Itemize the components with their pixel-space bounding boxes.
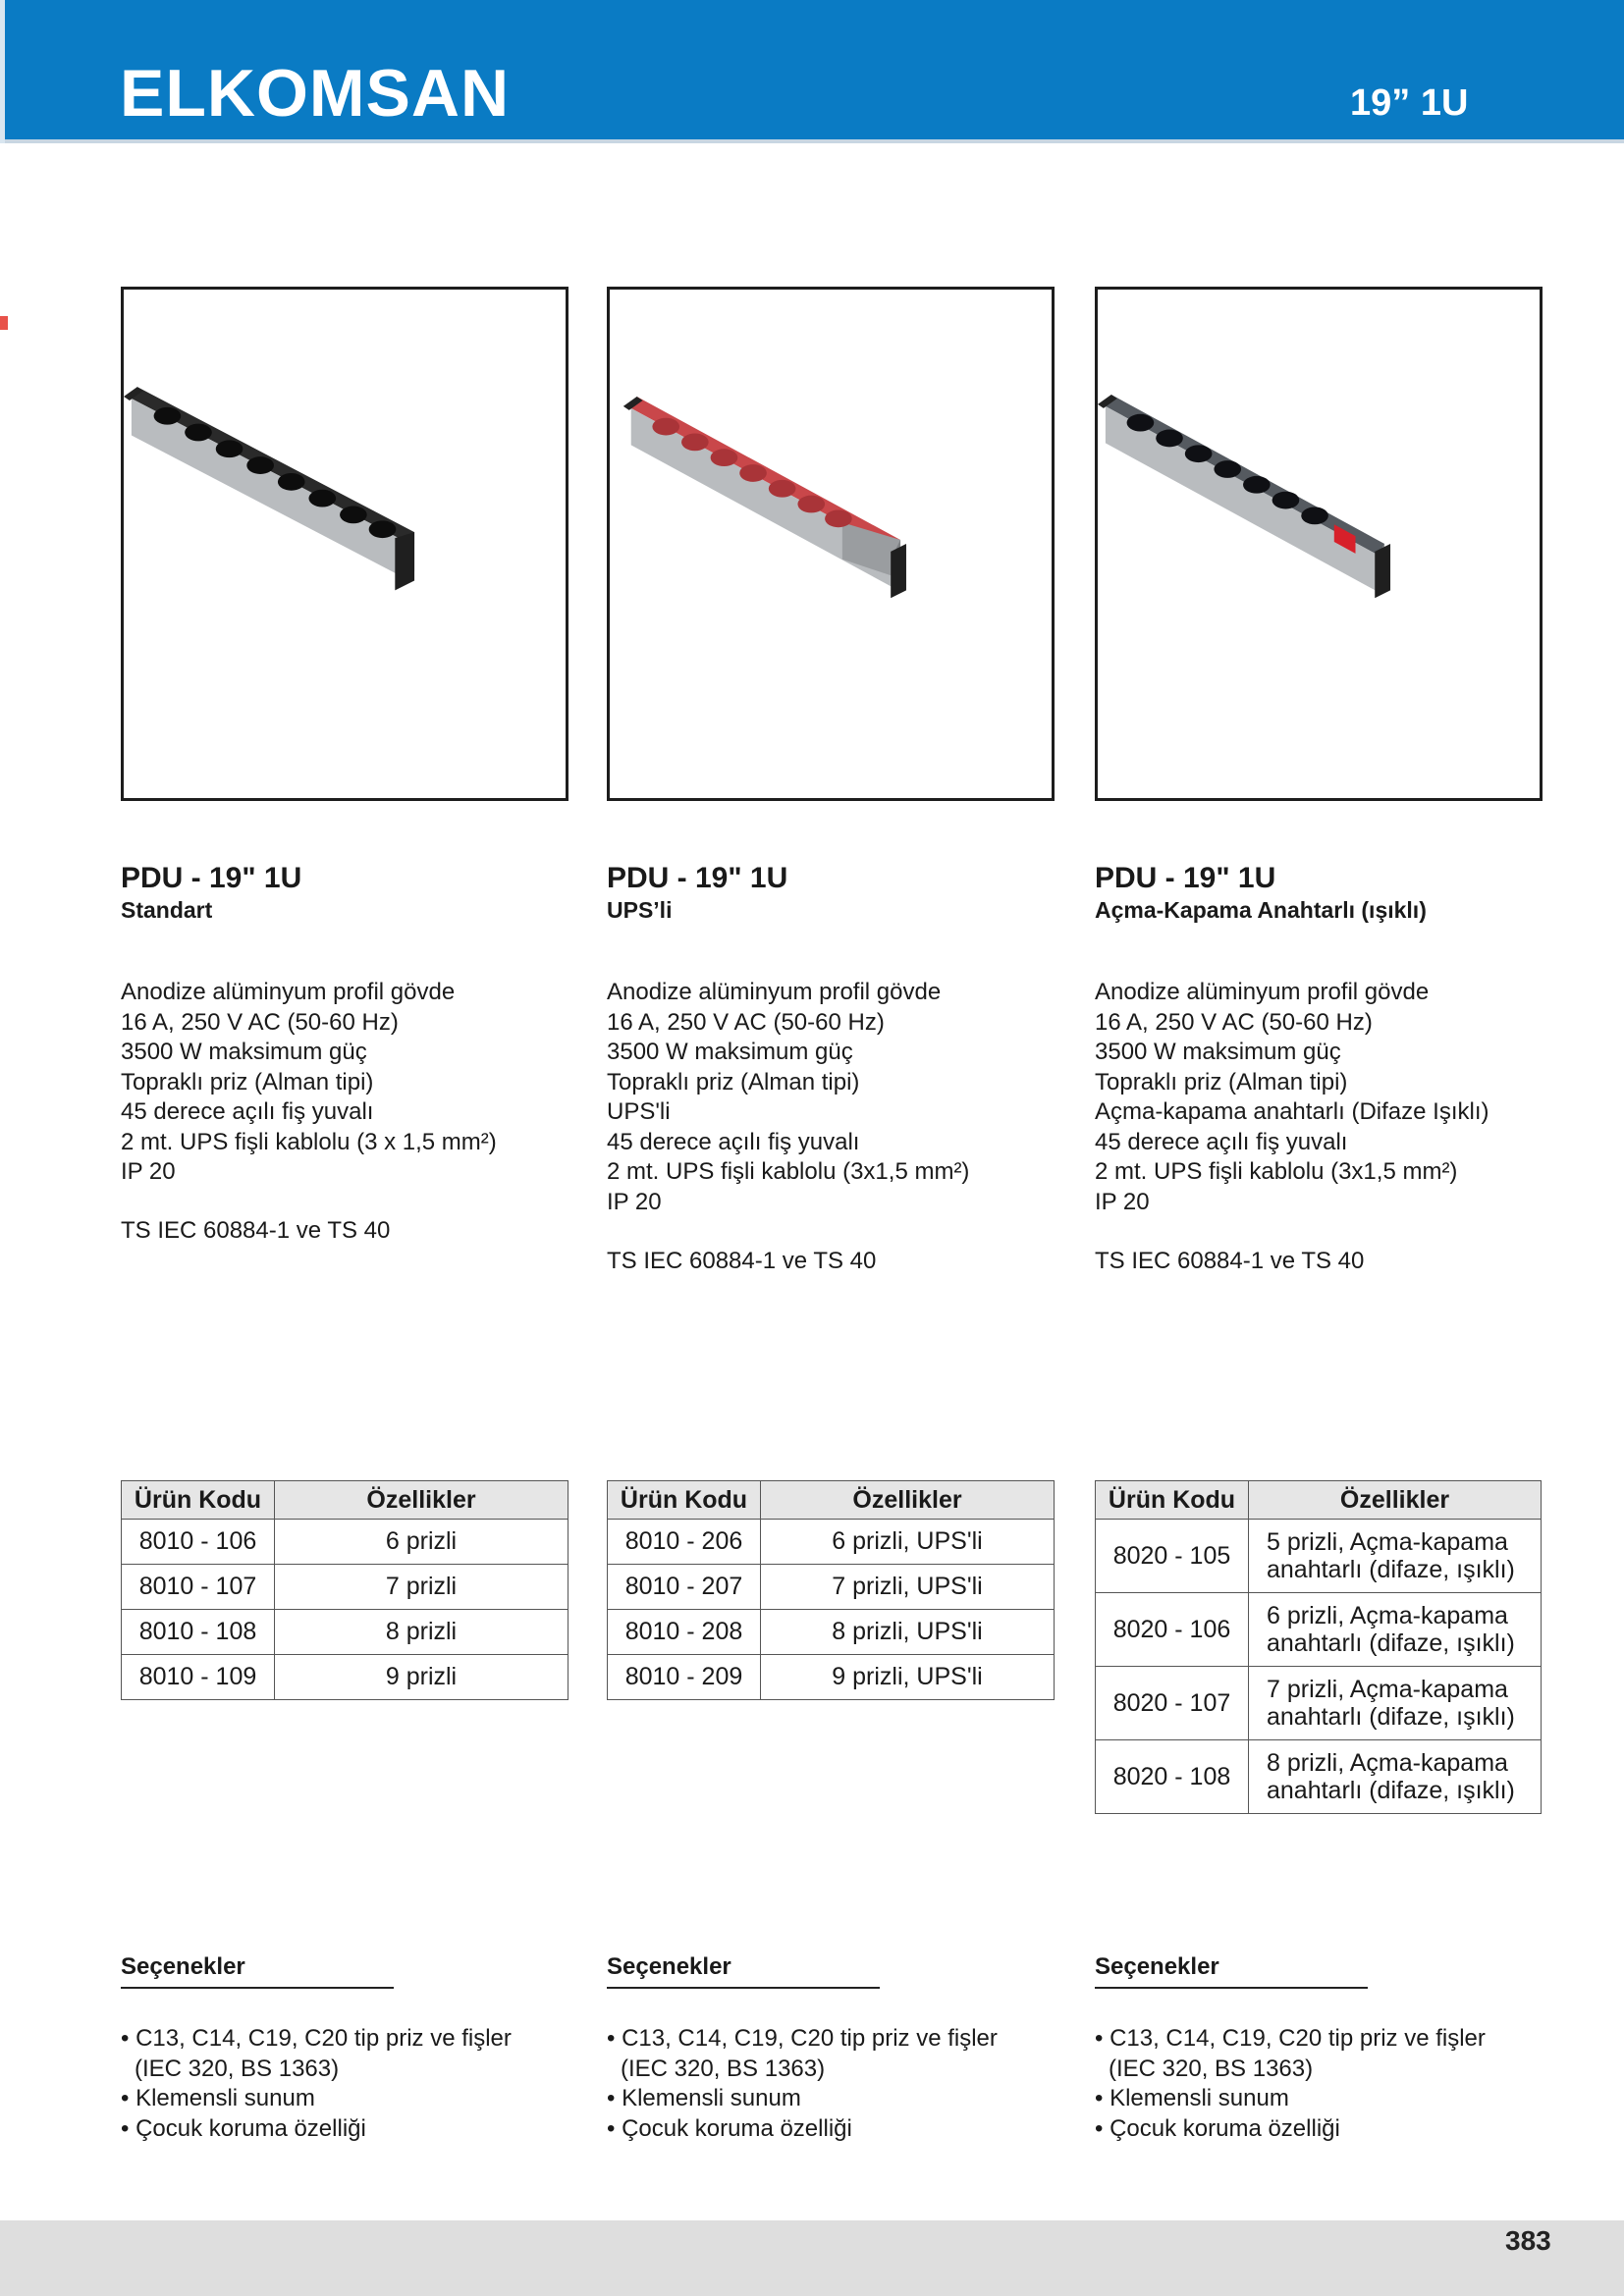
table-row xyxy=(1096,1740,1542,1814)
feature-line: 7 prizli, Açma-kapama xyxy=(1267,1676,1508,1703)
product-code-table xyxy=(1095,1480,1542,1814)
product-code: 8010 - 107 xyxy=(122,1565,275,1610)
product-column-standard xyxy=(121,0,572,2296)
product-feature: 8 prizli xyxy=(275,1610,568,1655)
options-list xyxy=(607,2024,998,2144)
option-item: • Çocuk koruma özelliği xyxy=(607,2114,852,2142)
product-code: 8020 - 106 xyxy=(1096,1593,1249,1667)
table-row xyxy=(1096,1520,1542,1593)
option-item-continued: (IEC 320, BS 1363) xyxy=(1109,2055,1314,2082)
product-code-table xyxy=(607,1480,1055,1700)
spec-item: IP 20 xyxy=(1095,1188,1150,1215)
options-title: Seçenekler xyxy=(121,1953,394,1989)
table-row xyxy=(122,1610,568,1655)
product-feature: 7 prizli xyxy=(275,1565,568,1610)
options-title: Seçenekler xyxy=(607,1953,880,1989)
product-subtitle: UPS’li xyxy=(607,897,673,923)
spec-item: Topraklı priz (Alman tipi) xyxy=(607,1068,860,1095)
product-feature: 7 prizli, UPS'li xyxy=(761,1565,1055,1610)
feature-line: anahtarlı (difaze, ışıklı) xyxy=(1267,1629,1515,1657)
feature-line: anahtarlı (difaze, ışıklı) xyxy=(1267,1703,1515,1731)
product-code: 8010 - 109 xyxy=(122,1655,275,1700)
spec-item: Anodize alüminyum profil gövde xyxy=(1095,979,1430,1005)
product-code: 8020 - 107 xyxy=(1096,1667,1249,1740)
product-code-table xyxy=(121,1480,568,1700)
column-header-features: Özellikler xyxy=(761,1481,1055,1520)
standard-note: TS IEC 60884-1 ve TS 40 xyxy=(1095,1248,1365,1274)
spec-item: 45 derece açılı fiş yuvalı xyxy=(1095,1128,1348,1155)
option-item xyxy=(607,2055,998,2085)
product-feature: 9 prizli, UPS'li xyxy=(761,1655,1055,1700)
spec-item: 45 derece açılı fiş yuvalı xyxy=(121,1098,374,1125)
option-item: • C13, C14, C19, C20 tip priz ve fişler xyxy=(607,2025,998,2052)
table-row xyxy=(608,1565,1055,1610)
feature-line: 8 prizli, Açma-kapama xyxy=(1267,1749,1508,1777)
table-header-row xyxy=(122,1481,568,1520)
option-item: • Klemensli sunum xyxy=(1095,2085,1289,2111)
table-row xyxy=(1096,1593,1542,1667)
product-feature xyxy=(1249,1740,1542,1814)
table-header-row xyxy=(1096,1481,1542,1520)
header-edge-line xyxy=(0,0,5,143)
spec-item: IP 20 xyxy=(607,1188,662,1215)
standard-note: TS IEC 60884-1 ve TS 40 xyxy=(607,1248,877,1274)
options-title: Seçenekler xyxy=(1095,1953,1368,1989)
page-number: 383 xyxy=(1505,2225,1551,2256)
spec-item: Anodize alüminyum profil gövde xyxy=(121,979,456,1005)
spec-list xyxy=(607,978,969,1217)
product-feature: 6 prizli, UPS'li xyxy=(761,1520,1055,1565)
column-header-code: Ürün Kodu xyxy=(1096,1481,1249,1520)
product-code: 8010 - 108 xyxy=(122,1610,275,1655)
product-code: 8010 - 106 xyxy=(122,1520,275,1565)
standard-note: TS IEC 60884-1 ve TS 40 xyxy=(121,1217,391,1244)
option-item xyxy=(121,2055,512,2085)
spec-item: 3500 W maksimum güç xyxy=(121,1039,367,1065)
brand-title: ELKOMSAN xyxy=(120,56,511,131)
spec-item: 16 A, 250 V AC (50-60 Hz) xyxy=(1095,1008,1373,1036)
pdu-ups-image xyxy=(610,290,1052,798)
spec-item: 16 A, 250 V AC (50-60 Hz) xyxy=(121,1008,399,1036)
table-header-row xyxy=(608,1481,1055,1520)
edge-marker xyxy=(0,316,8,330)
option-item-continued: (IEC 320, BS 1363) xyxy=(135,2055,340,2082)
options-list xyxy=(1095,2024,1486,2144)
spec-item: 3500 W maksimum güç xyxy=(1095,1039,1341,1065)
spec-item: 2 mt. UPS fişli kablolu (3x1,5 mm²) xyxy=(1095,1158,1458,1185)
spec-item: 16 A, 250 V AC (50-60 Hz) xyxy=(607,1008,885,1036)
feature-line: 6 prizli, Açma-kapama xyxy=(1267,1602,1508,1629)
product-feature: 8 prizli, UPS'li xyxy=(761,1610,1055,1655)
feature-line: 5 prizli, Açma-kapama xyxy=(1267,1528,1508,1556)
column-header-features: Özellikler xyxy=(275,1481,568,1520)
product-column-ups xyxy=(607,0,1058,2296)
product-photo-frame xyxy=(121,287,568,801)
spec-item: Topraklı priz (Alman tipi) xyxy=(121,1068,374,1095)
product-code: 8010 - 206 xyxy=(608,1520,761,1565)
option-item: • Çocuk koruma özelliği xyxy=(1095,2114,1340,2142)
feature-line: anahtarlı (difaze, ışıklı) xyxy=(1267,1556,1515,1583)
option-item: • Klemensli sunum xyxy=(121,2085,315,2111)
product-feature: 6 prizli xyxy=(275,1520,568,1565)
table-row xyxy=(122,1655,568,1700)
option-item-continued: (IEC 320, BS 1363) xyxy=(621,2055,826,2082)
pdu-switch-image xyxy=(1098,290,1540,798)
size-label: 19” 1U xyxy=(1350,82,1469,124)
spec-item: 3500 W maksimum güç xyxy=(607,1039,853,1065)
spec-item: Topraklı priz (Alman tipi) xyxy=(1095,1068,1348,1095)
option-item: • C13, C14, C19, C20 tip priz ve fişler xyxy=(121,2025,512,2052)
spec-item: IP 20 xyxy=(121,1158,176,1185)
product-code: 8010 - 207 xyxy=(608,1565,761,1610)
spec-list xyxy=(121,978,497,1188)
product-code: 8010 - 209 xyxy=(608,1655,761,1700)
table-row xyxy=(1096,1667,1542,1740)
product-photo-frame xyxy=(607,287,1055,801)
product-code: 8020 - 108 xyxy=(1096,1740,1249,1814)
table-row xyxy=(122,1520,568,1565)
product-code: 8020 - 105 xyxy=(1096,1520,1249,1593)
product-subtitle: Standart xyxy=(121,897,213,923)
product-title: PDU - 19" 1U xyxy=(607,862,788,894)
spec-list xyxy=(1095,978,1489,1217)
table-row xyxy=(608,1520,1055,1565)
option-item xyxy=(1095,2055,1486,2085)
spec-item: 2 mt. UPS fişli kablolu (3 x 1,5 mm²) xyxy=(121,1128,497,1155)
product-code: 8010 - 208 xyxy=(608,1610,761,1655)
option-item: • C13, C14, C19, C20 tip priz ve fişler xyxy=(1095,2025,1486,2052)
option-item: • Çocuk koruma özelliği xyxy=(121,2114,366,2142)
options-list xyxy=(121,2024,512,2144)
spec-item: UPS'li xyxy=(607,1098,671,1125)
spec-item: 45 derece açılı fiş yuvalı xyxy=(607,1128,860,1155)
table-row xyxy=(608,1655,1055,1700)
spec-item: 2 mt. UPS fişli kablolu (3x1,5 mm²) xyxy=(607,1158,970,1185)
product-column-switch xyxy=(1095,0,1546,2296)
table-row xyxy=(608,1610,1055,1655)
column-header-features: Özellikler xyxy=(1249,1481,1542,1520)
pdu-standard-image xyxy=(124,290,566,798)
spec-item: Açma-kapama anahtarlı (Difaze Işıklı) xyxy=(1095,1098,1489,1125)
option-item: • Klemensli sunum xyxy=(607,2085,801,2111)
product-subtitle: Açma-Kapama Anahtarlı (ışıklı) xyxy=(1095,897,1427,923)
column-header-code: Ürün Kodu xyxy=(608,1481,761,1520)
product-feature xyxy=(1249,1593,1542,1667)
product-feature xyxy=(1249,1520,1542,1593)
spec-item: Anodize alüminyum profil gövde xyxy=(607,979,942,1005)
page-footer xyxy=(0,2220,1624,2296)
table-row xyxy=(122,1565,568,1610)
product-title: PDU - 19" 1U xyxy=(121,862,302,894)
product-title: PDU - 19" 1U xyxy=(1095,862,1276,894)
product-photo-frame xyxy=(1095,287,1543,801)
product-feature: 9 prizli xyxy=(275,1655,568,1700)
column-header-code: Ürün Kodu xyxy=(122,1481,275,1520)
feature-line: anahtarlı (difaze, ışıklı) xyxy=(1267,1777,1515,1804)
product-feature xyxy=(1249,1667,1542,1740)
